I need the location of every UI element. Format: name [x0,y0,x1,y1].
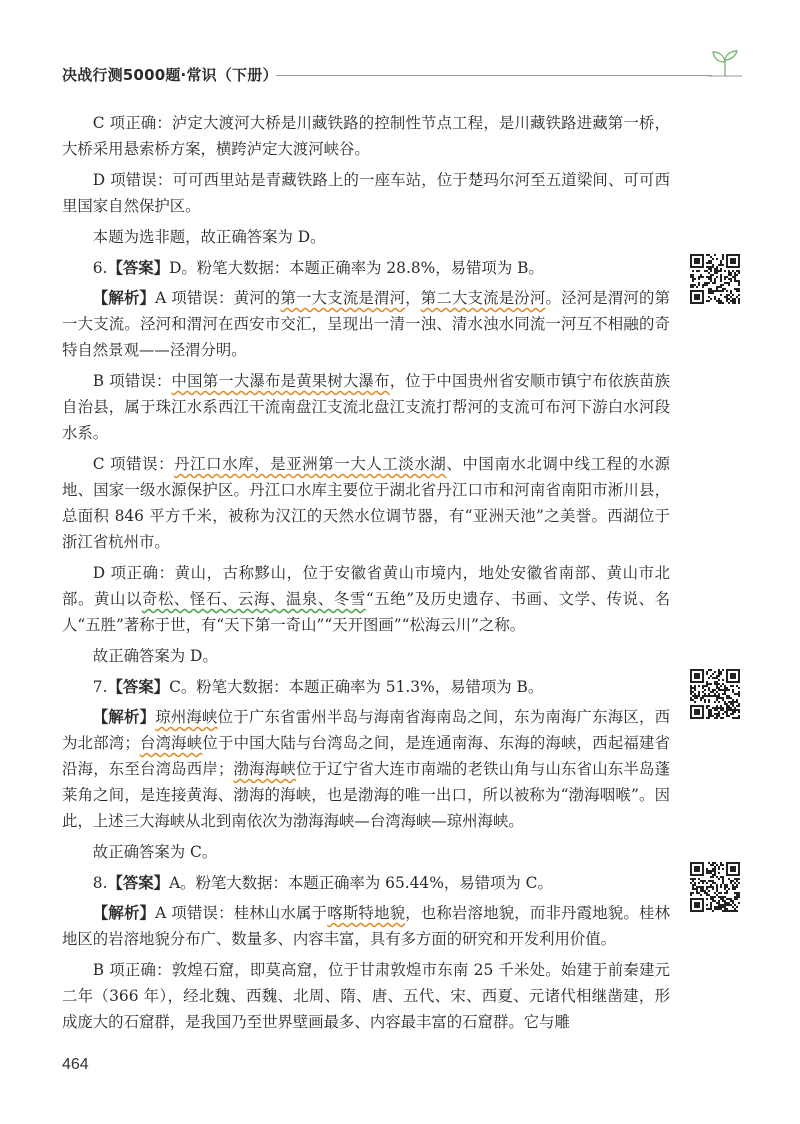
highlighted-phrase: 琼州海峡 [155,708,218,726]
text-segment: 。泾河是渭河的第一大支流。泾河和渭河在西安市交汇，呈现出一清一浊、清水浊水同流一河互不相融的奇特自然景观——泾渭分明。 [62,289,670,359]
highlighted-phrase: 奇松、怪石、云海、温泉、冬雪 [141,590,366,608]
text-segment: A。粉笔大数据：本题正确率为 65.44%，易错项为 C。 [169,874,553,892]
paragraph [62,285,670,363]
answer-line-8 [62,870,670,896]
text-segment: D。粉笔大数据：本题正确率为 28.8%，易错项为 B。 [169,259,544,277]
paragraph [62,704,670,834]
highlighted-phrase: 丹江口水库，是亚洲第一大人工淡水湖 [174,455,447,473]
text-segment: D 项错误：可可西里站是青藏铁路上的一座车站，位于楚玛尔河至五道梁间、可可西里国家自然保护区。 [62,171,670,215]
paragraph [62,839,670,865]
label-tag: 【答案】 [107,874,170,892]
text-segment: A 项错误：黄河的 [155,289,281,307]
paragraph [62,957,670,1035]
highlighted-phrase: 中国第一大瀑布是黄果树大瀑布 [171,372,390,390]
text-segment: 本题为选非题，故正确答案为 D。 [92,228,326,246]
book-title: 决战行测5000题·常识（下册） [62,66,278,84]
paragraph [62,560,670,638]
text-segment: 位于广东省雷州半岛与海南省海南岛之间，东为南海广东海区，西为北部湾； [62,708,670,752]
text-segment: C 项错误： [92,455,175,473]
leaf-sprout-icon [708,46,742,80]
highlighted-phrase: 喀斯特地貌 [327,904,406,922]
label-tag: 【答案】 [107,259,170,277]
paragraph [62,368,670,446]
text-segment: 故正确答案为 D。 [92,647,218,665]
paragraph [62,643,670,669]
highlighted-phrase: 第二大支流是汾河 [420,289,546,307]
text-segment: 8. [92,874,108,892]
text-segment: ，位于中国贵州省安顺市镇宁布依族苗族自治县，属于珠江水系西江干流南盘江支流北盘江支流打帮河的支流可布河下游白水河段水系。 [62,372,670,442]
label-tag: 【解析】 [92,904,156,922]
text-segment: 位于辽宁省大连市南端的老铁山角与山东省山东半岛蓬莱角之间，是连接黄海、渤海的海峡，也是渤海的唯一出口，所以被称为“渤海咽喉”。因此，上述三大海峡从北到南依次为渤海海峡—台湾海峡—琼州海峡。 [62,760,670,830]
paragraph [62,451,670,555]
text-segment: B 项正确：敦煌石窟，即莫高窟，位于甘肃敦煌市东南 25 千米处。始建于前秦建元二年（366 年），经北魏、西魏、北周、隋、唐、五代、宋、西夏、元诸代相继凿建，形成庞大的石窟群，是我国乃至世界壁画最多、内容最丰富的石窟群。它与雕 [62,961,670,1031]
text-segment: 、中国南水北调中线工程的水源地、国家一级水源保护区。丹江口水库主要位于湖北省丹江口市和河南省南阳市淅川县，总面积 846 平方千米，被称为汉江的天然水位调节器，有“亚洲天池”之美誉。西湖位于浙江省杭州市。 [62,455,670,551]
text-segment: 6. [92,259,108,277]
text-segment: 故正确答案为 C。 [92,843,218,861]
page-header [62,64,742,90]
highlighted-phrase: 渤海海峡 [233,760,296,778]
paragraph [62,167,670,219]
highlighted-phrase: 第一大支流是渭河 [280,289,406,307]
label-tag: 【答案】 [107,678,170,696]
page-number: 464 [62,1056,89,1073]
text-segment: 7. [92,678,108,696]
text-segment: B 项错误： [92,372,172,390]
text-segment: ，也称岩溶地貌，而非丹霞地貌。桂林地区的岩溶地貌分布广、数量多、内容丰富，具有多方面的研究和开发利用价值。 [62,904,670,948]
highlighted-phrase: 台湾海峡 [139,734,203,752]
label-tag: 【解析】 [92,708,156,726]
paragraph [62,900,670,952]
text-segment: C。粉笔大数据：本题正确率为 51.3%，易错项为 B。 [169,678,544,696]
label-tag: 【解析】 [92,289,156,307]
text-segment: A 项错误：桂林山水属于 [155,904,328,922]
qr-code-icon[interactable] [690,862,740,912]
qr-code-icon[interactable] [690,254,740,304]
paragraph [62,224,670,250]
text-segment: 位于中国大陆与台湾岛之间，是连通南海、东海的海峡，西起福建省沿海，东至台湾岛西岸； [62,734,670,778]
qr-code-icon[interactable] [690,669,740,719]
text-segment: D 项正确：黄山，古称黟山，位于安徽省黄山市境内，地处安徽省南部、黄山市北部。黄山以 [62,564,670,608]
paragraph [62,110,670,162]
answer-line-7 [62,674,670,700]
text-segment: ， [405,289,421,307]
header-rule [276,75,712,76]
text-segment: C 项正确：泸定大渡河大桥是川藏铁路的控制性节点工程，是川藏铁路进藏第一桥，大桥采用悬索桥方案，横跨泸定大渡河峡谷。 [62,114,670,158]
answer-content [62,110,670,1040]
answer-line-6 [62,255,670,281]
text-segment: “五绝”及历史遗存、书画、文学、传说、名人“五胜”著称于世，有“天下第一奇山”“天开图画”“松海云川”之称。 [62,590,670,634]
